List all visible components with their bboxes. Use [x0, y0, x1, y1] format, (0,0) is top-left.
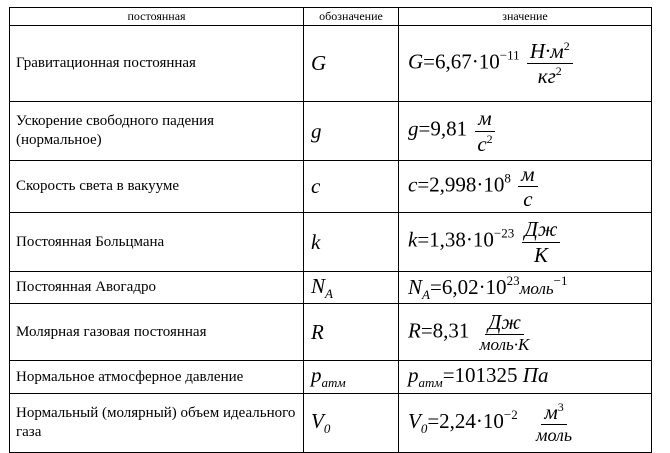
unit-fraction: $\frac{м}{с^2}$ — [474, 107, 495, 154]
constant-value: $G=6,67\cdot 10^{-11}$ $\frac{Н\cdot м^2}{кг^2}$ — [399, 26, 652, 102]
constant-symbol: k — [304, 213, 399, 272]
constant-name: Скорость света в вакууме — [10, 161, 304, 213]
unit-fraction: $\frac{м}{с}$ — [518, 163, 537, 210]
table-row — [10, 102, 652, 161]
constant-value: $p_{атм}=101325$ Па — [399, 361, 652, 394]
unit-fraction: $\frac{Дж}{\text{моль·К}}$ — [479, 309, 530, 354]
unit-fraction: $\frac{Н\cdot м^2}{кг^2}$ — [527, 40, 573, 87]
table-row — [10, 161, 652, 213]
table-row — [10, 361, 652, 394]
table-row — [10, 394, 652, 453]
constant-symbol: g — [304, 102, 399, 161]
constant-value: $c=2,998\cdot 10^8$ $\frac{м}{с}$ — [399, 161, 652, 213]
constant-symbol: $p_{атм}$ — [304, 361, 399, 394]
unit-fraction: $\frac{Дж}{К}$ — [522, 218, 561, 265]
constant-symbol: R — [304, 304, 399, 361]
constant-value: R=8,31 $\frac{Дж}{\text{моль·К}}$ — [399, 304, 652, 361]
table-row — [10, 304, 652, 361]
constant-value: g=9,81 $\frac{м}{с^2}$ — [399, 102, 652, 161]
constant-name: Нормальный (молярный) объем идеального газа — [10, 394, 304, 453]
constant-value: $N_A=6,02\cdot 10^{23}моль^{-1}$ — [399, 272, 652, 304]
header-name: постоянная — [10, 8, 304, 26]
constant-symbol: c — [304, 161, 399, 213]
constant-name: Ускорение свободного падения (нормальное) — [10, 102, 304, 161]
constant-symbol: G — [304, 26, 399, 102]
header-row — [10, 8, 652, 26]
constant-name: Постоянная Авогадро — [10, 272, 304, 304]
constant-symbol: $N_A$ — [304, 272, 399, 304]
constant-symbol: $V_0$ — [304, 394, 399, 453]
constant-name: Молярная газовая постоянная — [10, 304, 304, 361]
constant-value: $V_0=2,24\cdot 10^{-2}$ $\frac{м^3}{\text{моль}}$ — [399, 394, 652, 453]
table-row — [10, 213, 652, 272]
table-row — [10, 272, 652, 304]
constants-table — [9, 7, 652, 453]
constant-name: Постоянная Больцмана — [10, 213, 304, 272]
constant-name: Нормальное атмосферное давление — [10, 361, 304, 394]
constant-value: $k=1,38\cdot 10^{-23}$ $\frac{Дж}{К}$ — [399, 213, 652, 272]
header-symbol: обозначение — [304, 8, 399, 26]
constant-name: Гравитационная постоянная — [10, 26, 304, 102]
unit-fraction: $\frac{м^3}{\text{моль}}$ — [536, 400, 573, 446]
header-value: значение — [399, 8, 652, 26]
table-row — [10, 26, 652, 102]
